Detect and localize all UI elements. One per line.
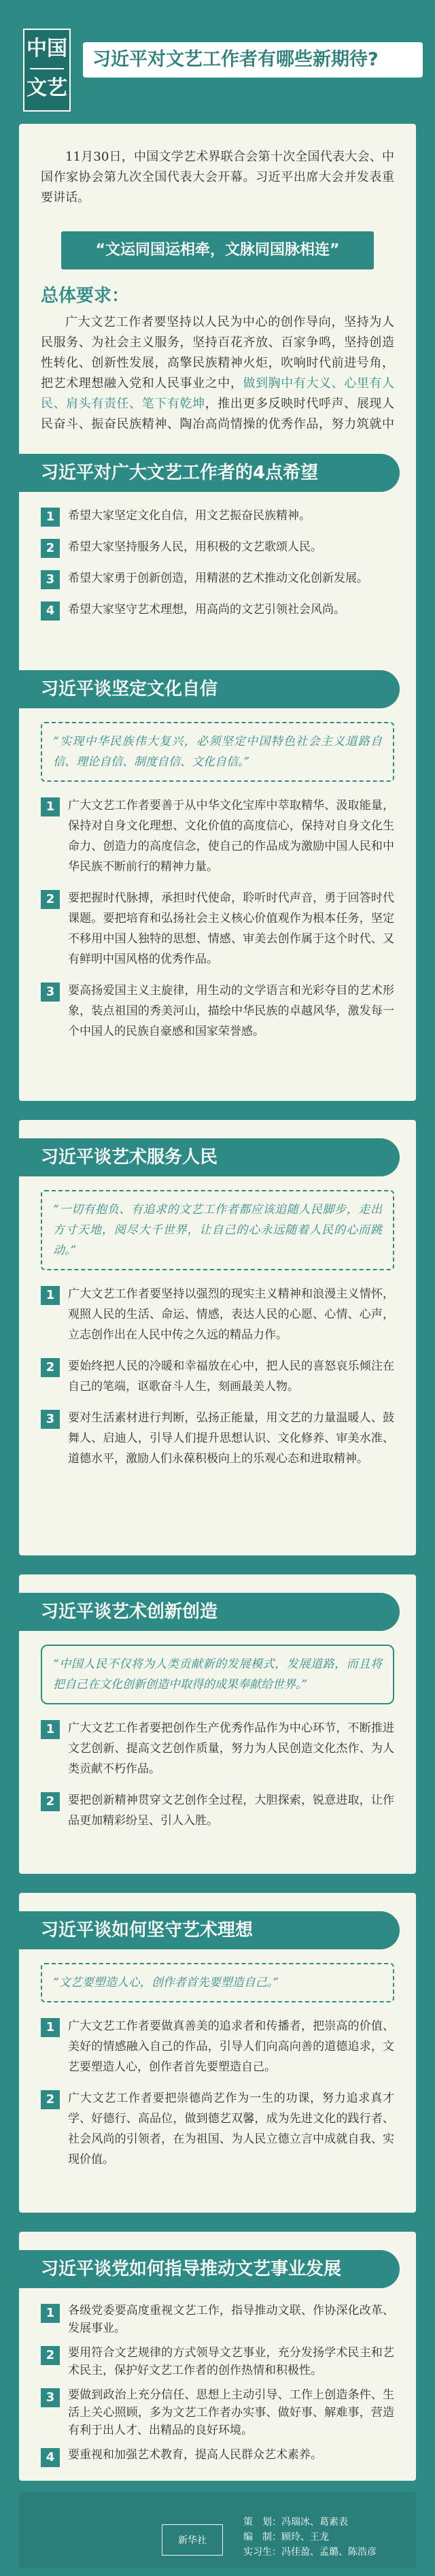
- list-item: [41, 980, 394, 1042]
- list-item-text: 广大文艺工作者要善于从中华文化宝库中萃取精华、汲取能量，保持对自身文化理想、文化价值的高度信心，保持对自身文化生命力、创造力的高度信念，使自己的作品成为激励中国人民和中华民族不断前行的精神力量。: [68, 799, 394, 874]
- credit-lines: [243, 2515, 377, 2560]
- list-item-text: 广大文艺工作者要做真善美的追求者和传播者，把崇高的价值、美好的情感融入自己的作品，引导人们向高向善的道德追求，文艺要塑造人心，创作者首先要塑造自己。: [68, 2019, 394, 2074]
- badge-top: 中国: [27, 37, 67, 61]
- section-card-hopes: [19, 435, 416, 633]
- list-item: [41, 2386, 394, 2439]
- list-item: [41, 1408, 394, 1469]
- number-badge: 2: [41, 1792, 60, 1811]
- list-item: [41, 2446, 394, 2464]
- key-text-post: ，推出更多反映时代呼声、展现人民奋斗、振奋民族精神、陶冶高尚情操的优秀作品，努力筑就中: [41, 397, 394, 431]
- number-badge: 1: [41, 508, 60, 527]
- list-item-text: 各级党委要高度重视文艺工作，指导推动文联、作协深化改革、发展事业。: [68, 2304, 394, 2335]
- list-item: [41, 506, 394, 526]
- section-title-text: 习近平谈艺术创新创造: [19, 1593, 400, 1631]
- section-list: [41, 1718, 394, 1831]
- number-badge: 4: [41, 2448, 60, 2467]
- section-list: [41, 2016, 394, 2170]
- badge-bottom: 文艺: [27, 76, 67, 100]
- list-item: [41, 795, 394, 877]
- section-card-confidence: [19, 652, 416, 1101]
- number-badge: 2: [41, 2090, 60, 2109]
- number-badge: 3: [41, 2388, 60, 2407]
- number-badge: 3: [41, 570, 60, 589]
- list-item-text: 要对生活素材进行判断，弘扬正能量，用文艺的力量温暖人、鼓舞人、启迪人，引导人们提升思想认识、文化修养、审美水准、道德水平，激励人们永葆积极向上的乐观心态和进取精神。: [68, 1411, 394, 1466]
- list-item: [41, 1790, 394, 1831]
- number-badge: 2: [41, 539, 60, 558]
- number-badge: 3: [41, 1410, 60, 1429]
- number-badge: 2: [41, 890, 60, 909]
- list-item-text: 要始终把人民的冷暖和幸福放在心中，把人民的喜怒哀乐倾注在自己的笔端，讴歌奋斗人生，刻画最美人物。: [68, 1359, 394, 1393]
- list-item: [41, 2088, 394, 2170]
- list-item-text: 要重视和加强艺术教育，提高人民群众艺术素养。: [68, 2448, 322, 2462]
- xinhua-logo: 新华社: [162, 2524, 223, 2556]
- section-title-text: 习近平谈坚定文化自信: [19, 670, 400, 708]
- section-title: [41, 1138, 394, 1176]
- credit-editing: 编 制：顾玲、王龙: [243, 2532, 329, 2543]
- list-item: [41, 599, 394, 620]
- key-text: [41, 312, 394, 455]
- number-badge: 2: [41, 2346, 60, 2365]
- section-title: [41, 670, 394, 708]
- credits-footer: [19, 2492, 416, 2568]
- list-item-text: 广大文艺工作者要把崇德尚艺作为一生的功课，努力追求真才学、好德行、高品位，做到德艺双馨，成为先进文化的践行者、社会风尚的引领者，在为祖国、为人民立德立言中成就自我、实现价值。: [68, 2092, 394, 2166]
- section-card-innovation: [19, 1574, 416, 1874]
- key-text-pre: 广大文艺工作者要坚持以人民为中心的创作导向，坚持为人民服务、为社会主义服务，坚持百花齐放、百家争鸣，坚持创造性转化、创新性发展，高擎民族精神火炬，吹响时代前进号角，把艺术理想融入党和人民事业之中，: [41, 315, 394, 391]
- list-item-text: 要把握时代脉搏，承担时代使命，聆听时代声音，勇于回答时代课题。要把培育和弘扬社会主义核心价值观作为根本任务，坚定不移用中国人独特的思想、情感、审美去创作属于这个时代、又有鲜明中国风格的优秀作品。: [68, 891, 394, 966]
- section-quote: “实现中华民族伟大复兴，必须坚定中国特色社会主义道路自信、理论自信、制度自信、文化自信。”: [41, 722, 394, 782]
- section-list: [41, 2302, 394, 2464]
- list-item: [41, 537, 394, 557]
- section-card-serve-people: [19, 1120, 416, 1555]
- list-item: [41, 1356, 394, 1397]
- list-item-text: 希望大家勇于创新创造，用精湛的艺术推动文化创新发展。: [68, 572, 368, 585]
- list-item-text: 希望大家坚定文化自信，用文艺振奋民族精神。: [68, 509, 311, 523]
- header: [0, 0, 435, 102]
- intro-paragraph: 11月30日，中国文学艺术界联合会第十次全国代表大会、中国作家协会第九次全国代表大会开幕。习近平出席大会并发表重要讲话。: [41, 150, 394, 205]
- list-item-text: 希望大家坚守艺术理想，用高尚的文艺引领社会风尚。: [68, 603, 345, 616]
- list-item-text: 要把创新精神贯穿文艺创作全过程，大胆探索，锐意进取，让作品更加精彩纷呈、引人入胜。: [68, 1794, 394, 1828]
- section-quote: “文艺要塑造人心，创作者首先要塑造自己。”: [41, 1963, 394, 2002]
- number-badge: 1: [41, 797, 60, 816]
- credit-planning: 策 划：冯瑞冰、葛素表: [243, 2517, 348, 2528]
- number-badge: 1: [41, 1720, 60, 1739]
- list-item-text: 广大文艺工作者要把创作生产优秀作品作为中心环节，不断推进文艺创新、提高文艺创作质量，努力为人民创造文化杰作、为人类贡献不朽作品。: [68, 1721, 394, 1776]
- number-badge: 1: [41, 2018, 60, 2037]
- section-title: [41, 2250, 394, 2288]
- section-quote: “一切有抱负、有追求的文艺工作者都应该追随人民脚步，走出方寸天地，阅尽大千世界，让自己的心永远随着人民的心而跳动。”: [41, 1190, 394, 1270]
- list-item: [41, 2302, 394, 2337]
- list-item: [41, 2344, 394, 2379]
- section-title-text: 习近平谈如何坚守艺术理想: [19, 1911, 400, 1949]
- number-badge: 2: [41, 1358, 60, 1377]
- list-item: [41, 568, 394, 589]
- list-item: [41, 888, 394, 970]
- credit-interns: 实习生：冯佳盈、孟璐、陈浩彦: [243, 2547, 377, 2558]
- section-quote: “中国人民不仅将为人类贡献新的发展模式，发展道路，而且将把自己在文化创新创造中取得的成果奉献给世界。”: [41, 1645, 394, 1704]
- list-item-text: 要高扬爱国主义主旋律，用生动的文学语言和光彩夺目的艺术形象，装点祖国的秀美河山，描绘中华民族的卓越风华，激发每一个中国人的民族自豪感和国家荣誉感。: [68, 984, 394, 1038]
- list-item: [41, 2016, 394, 2077]
- section-list: [41, 795, 394, 1042]
- section-card-party-guidance: [19, 2232, 416, 2481]
- key-title: 总体要求：: [41, 286, 130, 306]
- list-item-text: 广大文艺工作者要坚持以强烈的现实主义精神和浪漫主义情怀，观照人民的生活、命运、情感，表达人民的心愿、心情、心声，立志创作出在人民中传之久远的精品力作。: [68, 1287, 394, 1342]
- number-badge: 3: [41, 982, 60, 1002]
- column-badge: [23, 29, 71, 112]
- section-title-text: 习近平谈党如何指导推动文艺事业发展: [19, 2250, 400, 2288]
- section-list: [41, 506, 394, 620]
- section-title: [41, 1593, 394, 1631]
- section-title-text: 习近平对广大文艺工作者的4点希望: [19, 454, 400, 492]
- list-item: [41, 1284, 394, 1345]
- key-text-highlight: 做到胸中有大义、心里有人民、肩头有责任、笔下有乾坤: [41, 376, 395, 411]
- list-item-text: 要做到政治上充分信任、思想上主动引导、工作上创造条件、生活上关心照顾，多为文艺工作者办实事、做好事、解难事，营造有利于出人才、出精品的良好环境。: [68, 2388, 394, 2437]
- number-badge: 1: [41, 1286, 60, 1305]
- section-title: [41, 1911, 394, 1949]
- list-item-text: 希望大家坚持服务人民，用积极的文艺歌颂人民。: [68, 540, 322, 554]
- page-title: 习近平对文艺工作者有哪些新期待?: [83, 42, 423, 78]
- section-title: [41, 454, 394, 492]
- number-badge: 4: [41, 601, 60, 621]
- section-list: [41, 1284, 394, 1469]
- section-title-text: 习近平谈艺术服务人民: [19, 1138, 400, 1176]
- list-item: [41, 1718, 394, 1779]
- section-card-ideals: [19, 1893, 416, 2213]
- list-item-text: 要用符合文艺规律的方式领导文艺事业，充分发扬学术民主和艺术民主，保护好文艺工作者的创作热情和积极性。: [68, 2346, 394, 2377]
- intro-quote: “文运同国运相牵，文脉同国脉相连”: [61, 231, 374, 269]
- number-badge: 1: [41, 2304, 60, 2323]
